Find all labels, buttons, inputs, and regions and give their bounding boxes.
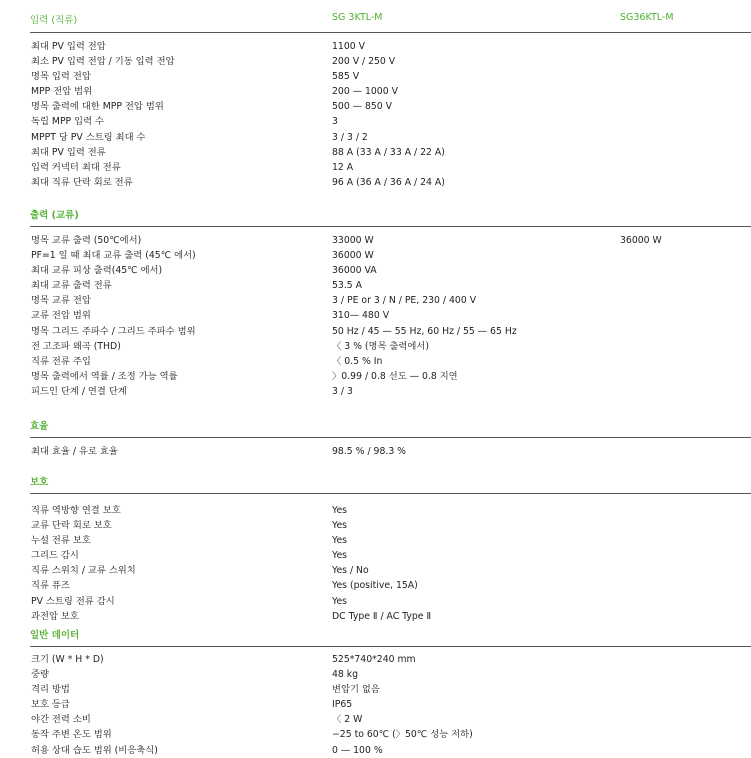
spec-label: 명목 교류 출력 (50℃에서) (31, 235, 142, 246)
spec-value-model-1: 96 A (36 A / 36 A / 24 A) (332, 176, 445, 188)
spec-row (30, 533, 751, 548)
spec-label: MPP 전압 범위 (31, 86, 93, 98)
spec-row (30, 682, 751, 697)
output-rows (30, 233, 751, 399)
section-divider (30, 646, 751, 647)
spec-table-header (0, 0, 751, 34)
spec-row (30, 727, 751, 742)
spec-row (30, 324, 751, 339)
spec-row (30, 503, 751, 518)
spec-label: 최대 효율 / 유로 효율 (31, 446, 118, 457)
spec-label: 교류 단락 회로 보호 (31, 520, 112, 532)
spec-value-model-1: 50 Hz / 45 — 55 Hz, 60 Hz / 55 — 65 Hz (332, 325, 517, 337)
spec-value-model-1: 3 / 3 / 2 (332, 131, 368, 143)
spec-row (30, 339, 751, 354)
spec-value-model-1: Yes (332, 520, 348, 532)
spec-label: 크기 (W * H * D) (31, 654, 104, 665)
spec-row (30, 712, 751, 727)
spec-label: 직류 역방향 연결 보호 (31, 505, 121, 516)
spec-row (30, 563, 751, 578)
spec-label: PV 스트링 전류 감시 (31, 595, 115, 607)
spec-label: 그리드 감시 (31, 550, 79, 562)
spec-label: 최대 PV 입력 전류 (31, 146, 106, 158)
spec-row (30, 548, 751, 563)
spec-value-model-1: Yes / No (332, 565, 369, 577)
spec-value-model-1: 53.5 A (332, 280, 363, 292)
spec-row (30, 54, 751, 69)
spec-value-model-1: 585 V (332, 71, 360, 83)
spec-value-model-1: 36000 VA (332, 265, 377, 277)
spec-label: 직류 퓨즈 (31, 580, 70, 592)
spec-label: 누설 전류 보호 (31, 535, 91, 547)
spec-row (30, 308, 751, 323)
spec-value-model-1: 33000 W (332, 235, 374, 246)
spec-row (30, 652, 751, 667)
spec-label: 동작 주변 온도 범위 (31, 729, 112, 741)
spec-label: 명목 출력에 대한 MPP 전압 범위 (31, 101, 164, 113)
protection-rows (30, 503, 751, 624)
spec-value-model-1: 〈 0.5 % In (332, 355, 383, 367)
spec-row (30, 114, 751, 129)
spec-value-model-1: 12 A (332, 161, 354, 173)
spec-label: 입력 커넥터 최대 전류 (31, 161, 121, 173)
protection-section-title: 보호 (30, 477, 49, 488)
spec-label: 격리 방법 (31, 684, 70, 696)
spec-label: 보호 등급 (31, 699, 70, 711)
general-rows (30, 652, 751, 758)
efficiency-rows (30, 444, 751, 459)
spec-label: 허용 상대 습도 범위 (비응축식) (31, 744, 158, 756)
spec-value-model-1: 3 / 3 (332, 385, 353, 397)
spec-label: 명목 교류 전압 (31, 295, 91, 307)
spec-row (30, 609, 751, 624)
spec-row (30, 84, 751, 99)
spec-row (30, 233, 751, 248)
spec-label: 과전압 보호 (31, 610, 79, 622)
spec-row (30, 293, 751, 308)
spec-label: 최대 교류 피상 출력(45℃ 에서) (31, 265, 163, 277)
spec-row (30, 384, 751, 399)
spec-label: 명목 그리드 주파수 / 그리드 주파수 범위 (31, 325, 196, 337)
spec-label: 최대 교류 출력 전류 (31, 280, 112, 292)
spec-value-model-1: Yes (332, 550, 348, 562)
spec-value-model-1: 48 kg (332, 669, 359, 681)
spec-value-model-1: DC Type Ⅱ / AC Type Ⅱ (332, 610, 432, 622)
spec-label: 야간 전력 소비 (31, 714, 91, 726)
spec-value-model-1: 3 (332, 116, 338, 128)
spec-value-model-1: 200 — 1000 V (332, 86, 398, 98)
spec-label: PF=1 일 때 최대 교류 출력 (45℃ 에서) (31, 250, 196, 262)
spec-row (30, 667, 751, 682)
spec-row (30, 99, 751, 114)
spec-row (30, 594, 751, 609)
model-2-heading: SG36KTL-M (620, 12, 674, 23)
spec-value-model-1: 310— 480 V (332, 310, 390, 322)
output-section-title: 출력 (교류) (30, 210, 79, 221)
spec-value-model-1: 88 A (33 A / 33 A / 22 A) (332, 146, 445, 158)
spec-row (30, 697, 751, 712)
spec-row (30, 578, 751, 593)
spec-label: 전 고조파 왜곡 (THD) (31, 340, 121, 352)
efficiency-section-title: 효율 (30, 421, 49, 432)
spec-row (30, 354, 751, 369)
section-divider (30, 226, 751, 227)
spec-row (30, 145, 751, 160)
spec-value-model-1: Yes (332, 535, 348, 547)
section-divider (30, 32, 751, 33)
spec-row (30, 39, 751, 54)
model-1-heading: SG 3KTL-M (332, 12, 383, 23)
section-divider (30, 493, 751, 494)
spec-value-model-1: 98.5 % / 98.3 % (332, 446, 407, 457)
spec-label: 중량 (31, 669, 49, 681)
spec-value-model-1: IP65 (332, 699, 353, 711)
spec-value-model-1: 1100 V (332, 41, 365, 52)
spec-value-model-1: 500 — 850 V (332, 101, 393, 113)
spec-label: 명목 입력 전압 (31, 71, 91, 83)
spec-row (30, 444, 751, 459)
spec-label: 최대 직류 단락 회로 전류 (31, 176, 133, 188)
spec-label: 피드인 단계 / 연결 단계 (31, 385, 127, 397)
spec-label: 직류 전류 주입 (31, 355, 91, 367)
spec-value-model-1: Yes (332, 595, 348, 607)
spec-row (30, 160, 751, 175)
section-divider (30, 437, 751, 438)
spec-value-model-1: 〉0.99 / 0.8 선도 — 0.8 지연 (332, 370, 458, 382)
spec-value-model-1: Yes (positive, 15A) (332, 580, 418, 592)
spec-value-model-1: 36000 W (332, 250, 374, 262)
spec-row (30, 278, 751, 293)
spec-row (30, 743, 751, 758)
spec-row (30, 518, 751, 533)
spec-value-model-1: 3 / PE or 3 / N / PE, 230 / 400 V (332, 295, 477, 307)
spec-value-model-1: 〈 2 W (332, 714, 363, 726)
spec-label: 최대 PV 입력 전압 (31, 41, 106, 52)
spec-label: 직류 스위치 / 교류 스위치 (31, 565, 136, 577)
spec-row (30, 175, 751, 190)
input-rows (30, 39, 751, 190)
spec-value-model-1: −25 to 60℃ (〉50℃ 성능 저하) (332, 729, 473, 741)
spec-row (30, 263, 751, 278)
input-section-title: 입력 (직류) (30, 15, 78, 26)
spec-label: 명목 출력에서 역률 / 조정 가능 역률 (31, 370, 178, 382)
spec-value-model-1: 525*740*240 mm (332, 654, 416, 665)
spec-value-model-1: 200 V / 250 V (332, 56, 396, 68)
spec-value-model-1: 〈 3 % (명목 출력에서) (332, 340, 430, 352)
spec-row (30, 130, 751, 145)
spec-row (30, 369, 751, 384)
spec-value-model-1: 0 — 100 % (332, 744, 383, 756)
spec-value-model-2: 36000 W (620, 235, 662, 246)
spec-label: MPPT 당 PV 스트링 최대 수 (31, 131, 146, 143)
spec-row (30, 69, 751, 84)
spec-row (30, 248, 751, 263)
spec-value-model-1: 변압기 없음 (332, 684, 380, 696)
spec-label: 독립 MPP 입력 수 (31, 116, 105, 128)
spec-label: 교류 전압 범위 (31, 310, 91, 322)
general-section-title: 일반 데이터 (30, 630, 80, 641)
spec-value-model-1: Yes (332, 505, 348, 516)
spec-label: 최소 PV 입력 전압 / 기동 입력 전압 (31, 56, 175, 68)
